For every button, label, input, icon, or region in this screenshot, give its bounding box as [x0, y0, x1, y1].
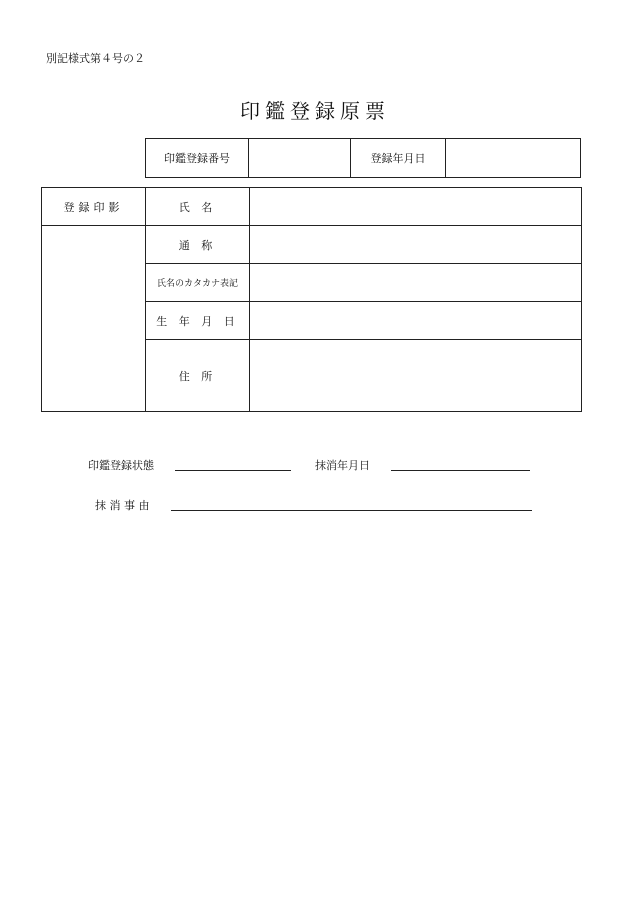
- seal-impression-box[interactable]: [42, 226, 146, 412]
- registration-header-table: [145, 138, 581, 178]
- address-label: 住 所: [146, 340, 250, 412]
- katakana-field[interactable]: [250, 264, 582, 302]
- alias-field[interactable]: [250, 226, 582, 264]
- seal-impression-label: 登録印影: [42, 188, 146, 226]
- status-label: 印鑑登録状態: [88, 459, 154, 472]
- form-number: 別記様式第４号の２: [46, 52, 145, 65]
- cancel-date-label: 抹消年月日: [315, 459, 370, 472]
- cancel-reason-label: 抹 消 事 由: [95, 499, 150, 512]
- registration-main-table: [41, 187, 582, 412]
- birthdate-field[interactable]: [250, 302, 582, 340]
- name-field[interactable]: [250, 188, 582, 226]
- katakana-label: 氏名のカタカナ表記: [146, 264, 250, 302]
- registration-number-field[interactable]: [249, 139, 351, 178]
- address-field[interactable]: [250, 340, 582, 412]
- page-title: 印鑑登録原票: [240, 99, 390, 123]
- cancel-date-line[interactable]: [391, 470, 530, 471]
- alias-label: 通 称: [146, 226, 250, 264]
- birthdate-label: 生 年 月 日: [146, 302, 250, 340]
- cancel-reason-line[interactable]: [171, 510, 532, 511]
- status-line[interactable]: [175, 470, 291, 471]
- registration-number-label: 印鑑登録番号: [146, 139, 249, 178]
- registration-date-field[interactable]: [446, 139, 581, 178]
- registration-date-label: 登録年月日: [351, 139, 446, 178]
- name-label: 氏 名: [146, 188, 250, 226]
